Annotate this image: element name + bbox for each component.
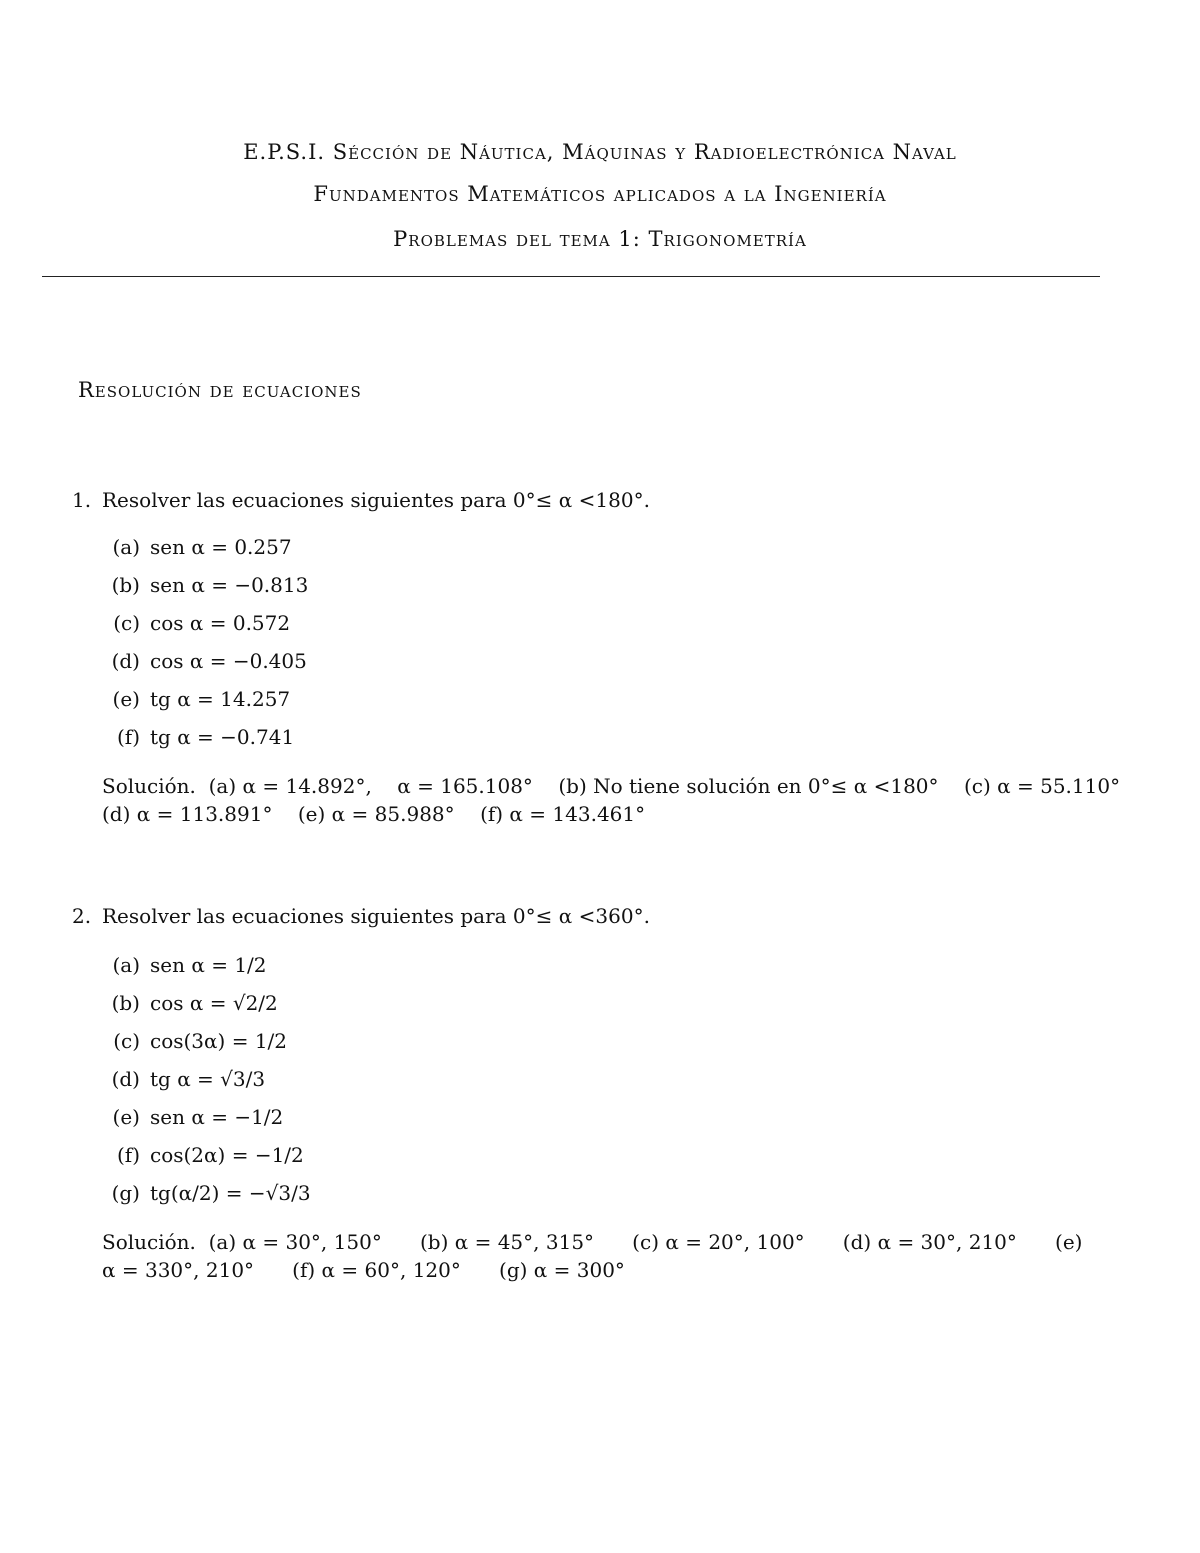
list-item [100, 573, 308, 597]
item-label: (b) [111, 991, 140, 1015]
solution-line: α = 330°, 210° (f) α = 60°, 120° (g) α = 300° [102, 1258, 625, 1282]
problem-2-solution [102, 1228, 1082, 1284]
item-equation: cos α = √2/2 [150, 991, 278, 1015]
list-item [100, 1181, 311, 1205]
item-label: (f) [116, 1143, 140, 1167]
item-equation: cos α = −0.405 [150, 649, 307, 673]
item-equation: tg(α/2) = −√3/3 [150, 1181, 311, 1205]
item-label: (c) [113, 1029, 140, 1053]
item-label: (d) [111, 1067, 140, 1091]
header-course: Fundamentos Matemáticos aplicados a la Ingeniería [313, 182, 887, 206]
header-divider [42, 276, 1100, 277]
item-equation: sen α = 0.257 [150, 535, 292, 559]
list-item [100, 1029, 287, 1053]
item-equation: tg α = 14.257 [150, 687, 291, 711]
header-topic: Problemas del tema 1: Trigonometría [393, 227, 807, 251]
item-label: (b) [111, 573, 140, 597]
item-label: (g) [111, 1181, 140, 1205]
item-equation: cos(2α) = −1/2 [150, 1143, 304, 1167]
list-item [100, 725, 294, 749]
item-label: (a) [112, 535, 140, 559]
item-equation: sen α = −0.813 [150, 573, 309, 597]
list-item [100, 687, 290, 711]
item-equation: sen α = −1/2 [150, 1105, 284, 1129]
item-label: (c) [113, 611, 140, 635]
item-equation: tg α = √3/3 [150, 1067, 266, 1091]
problem-text: Resolver las ecuaciones siguientes para 0°≤ α <360°. [102, 904, 650, 928]
item-label: (e) [112, 1105, 140, 1129]
list-item [100, 535, 292, 559]
item-equation: cos(3α) = 1/2 [150, 1029, 288, 1053]
problem-text: Resolver las ecuaciones siguientes para 0°≤ α <180°. [102, 488, 650, 512]
list-item [100, 953, 267, 977]
item-label: (d) [111, 649, 140, 673]
item-equation: tg α = −0.741 [150, 725, 295, 749]
list-item [100, 1143, 304, 1167]
item-equation: sen α = 1/2 [150, 953, 267, 977]
problem-number: 1. [72, 488, 92, 512]
list-item [100, 649, 307, 673]
list-item [100, 991, 278, 1015]
solution-line: Solución. (a) α = 30°, 150° (b) α = 45°, 315° (c) α = 20°, 100° (d) α = 30°, 210° (e) [102, 1230, 1083, 1254]
problem-1-solution [102, 772, 1120, 828]
problem-1-statement [72, 488, 650, 512]
problem-2-statement [72, 904, 650, 928]
item-label: (e) [112, 687, 140, 711]
section-title: Resolución de ecuaciones [78, 378, 362, 402]
header-institution: E.P.S.I. Sécción de Náutica, Máquinas y Radioelectrónica Naval [243, 140, 957, 164]
item-equation: cos α = 0.572 [150, 611, 291, 635]
list-item [100, 1067, 265, 1091]
item-label: (a) [112, 953, 140, 977]
list-item [100, 1105, 283, 1129]
solution-line: Solución. (a) α = 14.892°, α = 165.108° (b) No tiene solución en 0°≤ α <180° (c) α = 55.110° [102, 774, 1121, 798]
problem-number: 2. [72, 904, 92, 928]
item-label: (f) [116, 725, 140, 749]
list-item [100, 611, 290, 635]
solution-line: (d) α = 113.891° (e) α = 85.988° (f) α = 143.461° [102, 802, 646, 826]
